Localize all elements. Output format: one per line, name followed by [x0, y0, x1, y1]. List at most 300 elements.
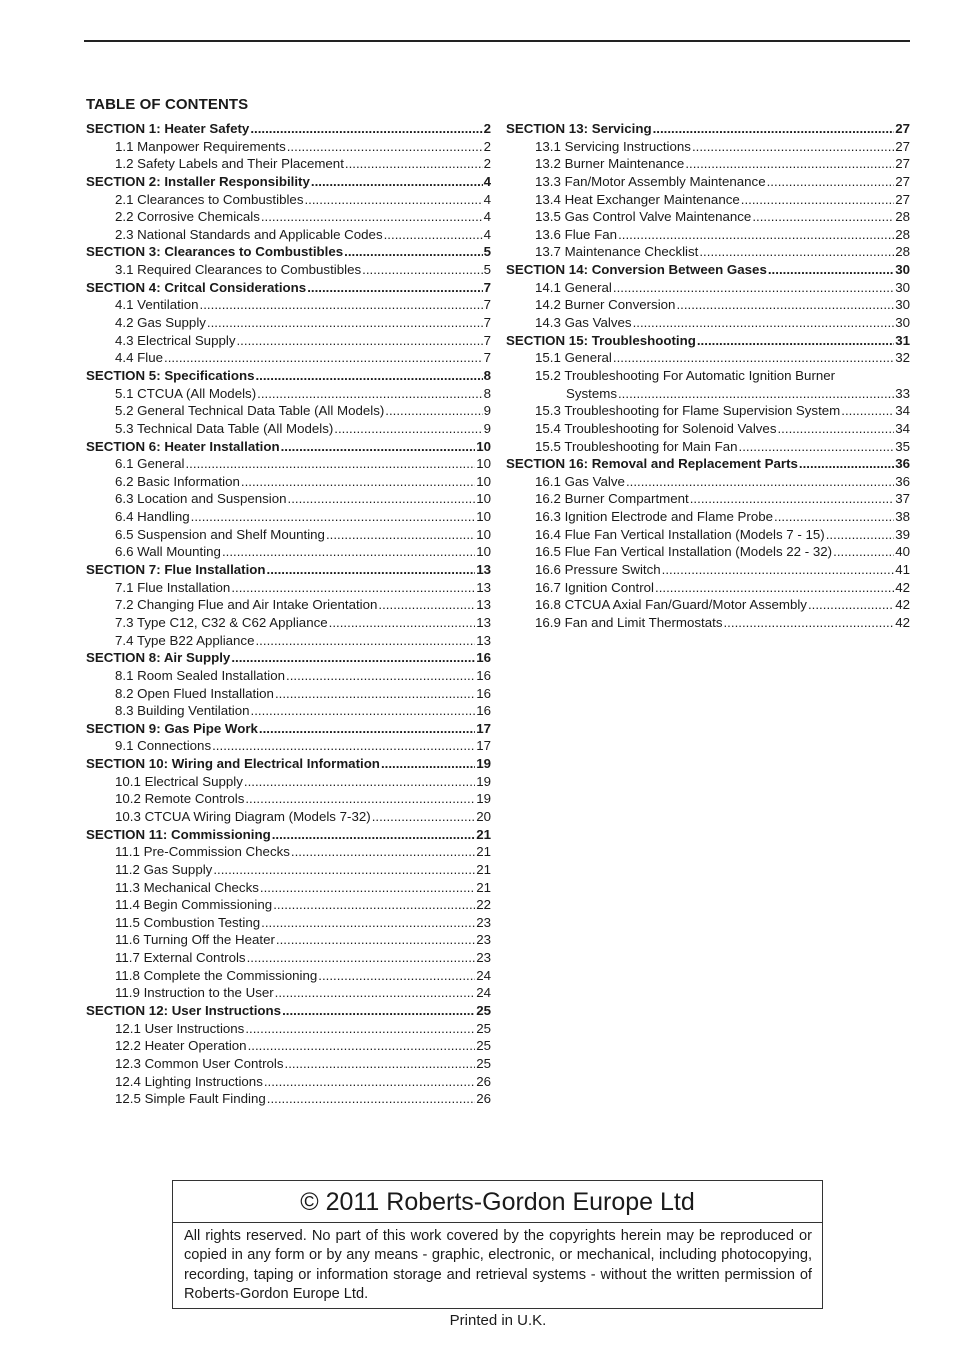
toc-subsection-entry — [506, 543, 910, 561]
toc-page-number: 20 — [476, 808, 491, 824]
toc-subsection-entry — [86, 1090, 491, 1108]
toc-page-number: 13 — [476, 579, 491, 595]
dot-leader — [255, 632, 475, 650]
toc-page-number: 10 — [476, 456, 491, 472]
dot-leader — [741, 191, 894, 209]
toc-entry-title: 5.1 CTCUA (All Models) — [115, 385, 257, 401]
toc-entry-title: 4.4 Flue — [115, 350, 164, 366]
dot-leader — [362, 261, 482, 279]
toc-subsection-entry — [86, 208, 491, 226]
toc-subsection-entry — [86, 861, 491, 879]
toc-subsection-entry — [86, 596, 491, 614]
toc-page-number: 34 — [895, 403, 910, 419]
toc-subsection-entry — [86, 455, 491, 473]
dot-leader — [260, 879, 475, 897]
dot-leader — [662, 561, 895, 579]
toc-page-number: 35 — [895, 438, 910, 454]
toc-page-number: 28 — [895, 226, 910, 242]
toc-page-number: 25 — [476, 1055, 491, 1071]
toc-page-number: 13 — [476, 632, 491, 648]
toc-entry-title: 13.4 Heat Exchanger Maintenance — [535, 191, 740, 207]
toc-entry-title: 10.3 CTCUA Wiring Diagram (Models 7-32) — [115, 808, 371, 824]
toc-page-number: 4 — [483, 209, 491, 225]
dot-leader — [307, 279, 482, 297]
dot-leader — [200, 296, 483, 314]
toc-entry-title: 8.2 Open Flued Installation — [115, 685, 274, 701]
toc-subsection-entry — [506, 349, 910, 367]
dot-leader — [841, 402, 894, 420]
dot-leader — [185, 455, 475, 473]
toc-subsection-entry — [506, 596, 910, 614]
toc-page-number: 24 — [476, 985, 491, 1001]
toc-section-entry — [86, 561, 491, 579]
toc-page-number: 7 — [483, 350, 491, 366]
dot-leader — [384, 226, 483, 244]
copyright-box — [172, 1180, 823, 1309]
toc-page-number: 30 — [895, 262, 910, 278]
dot-leader — [245, 790, 475, 808]
toc-page-number: 19 — [476, 791, 491, 807]
toc-subsection-entry — [506, 243, 910, 261]
toc-subsection-entry — [86, 402, 491, 420]
toc-page-number: 30 — [895, 315, 910, 331]
dot-leader — [633, 314, 895, 332]
dot-leader — [739, 438, 895, 456]
toc-subsection-entry — [506, 155, 910, 173]
toc-subsection-entry — [86, 155, 491, 173]
toc-page-number: 4 — [483, 191, 491, 207]
toc-subsection-entry — [86, 1037, 491, 1055]
toc-section-entry — [86, 279, 491, 297]
toc-subsection-entry — [86, 737, 491, 755]
toc-page-number: 8 — [483, 385, 491, 401]
dot-leader — [697, 332, 894, 350]
dot-leader — [251, 702, 476, 720]
dot-leader — [288, 490, 476, 508]
toc-entry-title: 6.5 Suspension and Shelf Mounting — [115, 526, 325, 542]
toc-page-number: 17 — [476, 738, 491, 754]
toc-entry-title: 2.3 National Standards and Applicable Codes — [115, 226, 383, 242]
toc-entry-title: 2.2 Corrosive Chemicals — [115, 209, 260, 225]
toc-page-number: 30 — [895, 297, 910, 313]
toc-page-number: 16 — [476, 685, 491, 701]
dot-leader — [231, 579, 475, 597]
dot-leader — [345, 155, 483, 173]
dot-leader — [291, 843, 475, 861]
dot-leader — [261, 914, 475, 932]
toc-entry-title: 14.2 Burner Conversion — [535, 297, 676, 313]
toc-page-number: 27 — [895, 121, 910, 136]
toc-subsection-entry — [86, 226, 491, 244]
toc-subsection-entry — [86, 843, 491, 861]
toc-page-number: 34 — [895, 420, 910, 436]
toc-section-entry — [86, 755, 491, 773]
toc-entry-title: SECTION 10: Wiring and Electrical Information — [86, 756, 380, 772]
toc-subsection-entry — [506, 561, 910, 579]
dot-leader — [213, 861, 475, 879]
toc-subsection-entry — [86, 984, 491, 1002]
toc-entry-title: 13.2 Burner Maintenance — [535, 156, 685, 172]
toc-page-number: 28 — [895, 244, 910, 260]
toc-entry-title: 12.3 Common User Controls — [115, 1055, 284, 1071]
toc-section-entry — [86, 367, 491, 385]
toc-entry-title: 16.1 Gas Valve — [535, 473, 625, 489]
dot-leader — [275, 685, 475, 703]
toc-entry-title: 14.3 Gas Valves — [535, 315, 632, 331]
toc-page-number: 41 — [895, 562, 910, 578]
toc-subsection-entry — [86, 473, 491, 491]
toc-entry-title: 3.1 Required Clearances to Combustibles — [115, 262, 362, 278]
toc-subsection-entry — [86, 543, 491, 561]
toc-entry-title: SECTION 1: Heater Safety — [86, 121, 250, 136]
toc-page-number: 2 — [483, 138, 491, 154]
toc-entry-title: SECTION 3: Clearances to Combustibles — [86, 244, 344, 260]
toc-page-number: 31 — [895, 332, 910, 348]
toc-entry-title: 11.7 External Controls — [115, 950, 246, 966]
toc-entry-title: SECTION 15: Troubleshooting — [506, 332, 696, 348]
toc-page-number: 2 — [483, 121, 491, 136]
toc-entry-title: 11.5 Combustion Testing — [115, 914, 261, 930]
dot-leader — [676, 296, 894, 314]
dot-leader — [247, 949, 476, 967]
toc-entry-title: 1.2 Safety Labels and Their Placement — [115, 156, 344, 172]
toc-subsection-entry — [506, 173, 910, 191]
toc-subsection-entry — [86, 296, 491, 314]
toc-entry-title: 14.1 General — [535, 279, 612, 295]
toc-entry-title: SECTION 9: Gas Pipe Work — [86, 720, 258, 736]
dot-leader — [326, 526, 475, 544]
toc-subsection-entry — [86, 667, 491, 685]
toc-entry-title: 5.3 Technical Data Table (All Models) — [115, 420, 334, 436]
toc-entry-title: 8.3 Building Ventilation — [115, 703, 250, 719]
toc-subsection-entry — [86, 420, 491, 438]
toc-subsection-entry — [86, 1073, 491, 1091]
toc-page-number: 42 — [895, 614, 910, 630]
toc-page-number: 2 — [483, 156, 491, 172]
toc-entry-title: 15.2 Troubleshooting For Automatic Ignition Burner — [535, 367, 836, 383]
dot-leader — [768, 261, 894, 279]
toc-subsection-entry — [86, 508, 491, 526]
toc-subsection-entry — [86, 261, 491, 279]
toc-page-number: 36 — [895, 456, 910, 472]
toc-page-number: 17 — [476, 720, 491, 736]
toc-subsection-entry — [86, 385, 491, 403]
toc-entry-title: 13.7 Maintenance Checklist — [535, 244, 699, 260]
toc-entry-title: 8.1 Room Sealed Installation — [115, 667, 286, 683]
toc-page-number: 21 — [476, 844, 491, 860]
dot-leader — [808, 596, 894, 614]
toc-section-entry — [506, 261, 910, 279]
toc-entry-title: 7.4 Type B22 Appliance — [115, 632, 255, 648]
toc-page-number: 21 — [476, 826, 491, 842]
dot-leader — [653, 120, 895, 138]
toc-entry-title: 6.4 Handling — [115, 509, 190, 525]
dot-leader — [285, 1055, 476, 1073]
dot-leader — [267, 1090, 475, 1108]
toc-page-number: 7 — [483, 279, 491, 295]
dot-leader — [304, 191, 482, 209]
toc-entry-title: 1.1 Manpower Requirements — [115, 138, 286, 154]
toc-page-number: 7 — [483, 315, 491, 331]
dot-leader — [613, 349, 894, 367]
dot-leader — [767, 173, 895, 191]
toc-subsection-entry — [506, 402, 910, 420]
dot-leader — [276, 931, 475, 949]
toc-subsection-entry — [86, 138, 491, 156]
toc-entry-title: 15.5 Troubleshooting for Main Fan — [535, 438, 738, 454]
dot-leader — [618, 226, 894, 244]
dot-leader — [692, 138, 894, 156]
toc-subsection-entry — [506, 614, 910, 632]
dot-leader — [255, 367, 482, 385]
toc-subsection-entry — [86, 349, 491, 367]
dot-leader — [329, 614, 476, 632]
toc-entry-title: SECTION 7: Flue Installation — [86, 562, 266, 578]
dot-leader — [311, 173, 483, 191]
toc-page-number: 10 — [476, 509, 491, 525]
toc-subsection-entry — [506, 579, 910, 597]
copyright-notice: All rights reserved. No part of this work covered by the copyrights herein may be reproduced or copied in any form or by any means - graphic, electronic, or mechanical, including photocopying, recording, taping or information storage and retrieval systems - without the written permission of Roberts-Gordon Europe Ltd. — [184, 1228, 812, 1303]
toc-page-number: 30 — [895, 279, 910, 295]
dot-leader — [245, 1020, 475, 1038]
toc-entry-title: 11.3 Mechanical Checks — [115, 879, 259, 895]
dot-leader — [273, 896, 475, 914]
toc-page-number: 27 — [895, 191, 910, 207]
toc-entry-title: 11.4 Begin Commissioning — [115, 897, 273, 913]
toc-page-number: 19 — [476, 773, 491, 789]
top-rule — [84, 40, 910, 42]
toc-entry-title: 15.4 Troubleshooting for Solenoid Valves — [535, 420, 777, 436]
toc-subsection-entry — [506, 508, 910, 526]
toc-page-number: 21 — [476, 861, 491, 877]
toc-subsection-entry — [86, 949, 491, 967]
dot-leader — [241, 473, 475, 491]
dot-leader — [833, 543, 894, 561]
dot-leader — [685, 155, 894, 173]
toc-subsection-entry — [506, 420, 910, 438]
toc-page-number: 38 — [895, 509, 910, 525]
toc-section-entry — [86, 243, 491, 261]
toc-entry-title: 13.3 Fan/Motor Assembly Maintenance — [535, 173, 766, 189]
toc-page-number: 27 — [895, 173, 910, 189]
toc-subsection-entry — [506, 226, 910, 244]
toc-subsection-entry — [86, 896, 491, 914]
dot-leader — [799, 455, 894, 473]
toc-subsection-entry — [86, 790, 491, 808]
printed-in-uk: Printed in U.K. — [449, 1312, 547, 1329]
dot-leader — [699, 243, 894, 261]
toc-entry-title: 16.7 Ignition Control — [535, 579, 655, 595]
toc-page-number: 19 — [476, 756, 491, 772]
toc-entry-title: 11.1 Pre-Commission Checks — [115, 844, 290, 860]
toc-subsection-entry — [86, 191, 491, 209]
dot-leader — [777, 420, 894, 438]
dot-leader — [655, 579, 894, 597]
toc-entry-title: 15.3 Troubleshooting for Flame Supervision System — [535, 403, 841, 419]
toc-entry-title: 12.5 Simple Fault Finding — [115, 1091, 266, 1107]
toc-page-number: 13 — [476, 597, 491, 613]
toc-entry-title: SECTION 2: Installer Responsibility — [86, 173, 310, 189]
dot-leader — [244, 773, 475, 791]
toc-entry-title: SECTION 5: Specifications — [86, 367, 255, 383]
dot-leader — [257, 385, 482, 403]
dot-leader — [752, 208, 894, 226]
toc-page-number: 9 — [483, 420, 491, 436]
toc-page-number: 4 — [483, 173, 491, 189]
toc-page-number: 10 — [476, 544, 491, 560]
dot-leader — [385, 402, 482, 420]
copyright-title: © 2011 Roberts-Gordon Europe Ltd — [173, 1181, 822, 1223]
toc-page-number: 7 — [483, 297, 491, 313]
dot-leader — [318, 967, 475, 985]
toc-page-number: 33 — [895, 385, 910, 401]
toc-entry-title: 13.6 Flue Fan — [535, 226, 618, 242]
toc-section-entry — [506, 455, 910, 473]
toc-section-entry — [506, 332, 910, 350]
toc-page-number: 7 — [483, 332, 491, 348]
toc-subsection-entry — [86, 879, 491, 897]
dot-leader — [212, 737, 475, 755]
toc-page-number: 10 — [476, 473, 491, 489]
dot-leader — [222, 543, 475, 561]
toc-subsection-entry — [506, 526, 910, 544]
toc-subsection-entry — [86, 1055, 491, 1073]
toc-page-number: 27 — [895, 138, 910, 154]
toc-entry-title: SECTION 12: User Instructions — [86, 1003, 282, 1019]
dot-leader — [164, 349, 483, 367]
toc-entry-title: 4.1 Ventilation — [115, 297, 199, 313]
toc-entry-title: 16.8 CTCUA Axial Fan/Guard/Motor Assembly — [535, 597, 807, 613]
toc-page-number: 25 — [476, 1038, 491, 1054]
dot-leader — [231, 649, 475, 667]
dot-leader — [191, 508, 476, 526]
toc-subsection-entry — [506, 279, 910, 297]
toc-page-number: 13 — [476, 562, 491, 578]
toc-section-entry — [86, 438, 491, 456]
toc-page-number: 42 — [895, 579, 910, 595]
toc-page-number: 10 — [476, 526, 491, 542]
toc-section-entry — [86, 120, 491, 138]
toc-page-number: 23 — [476, 950, 491, 966]
toc-page-number: 9 — [483, 403, 491, 419]
toc-entry-title: 4.3 Electrical Supply — [115, 332, 236, 348]
dot-leader — [690, 490, 894, 508]
toc-entry-title: SECTION 6: Heater Installation — [86, 438, 280, 454]
toc-subsection-entry — [86, 773, 491, 791]
toc-entry-title: SECTION 13: Servicing — [506, 121, 652, 136]
toc-page-number: 36 — [895, 473, 910, 489]
toc-section-entry — [86, 649, 491, 667]
toc-entry-title: 16.5 Flue Fan Vertical Installation (Models 22 - 32) — [535, 544, 833, 560]
toc-subsection-entry — [86, 1020, 491, 1038]
dot-leader — [334, 420, 482, 438]
toc-page-number: 21 — [476, 879, 491, 895]
toc-entry-title: 6.3 Location and Suspension — [115, 491, 287, 507]
toc-entry-title: SECTION 8: Air Supply — [86, 650, 231, 666]
toc-page-number: 22 — [476, 897, 491, 913]
toc-entry-title: 10.1 Electrical Supply — [115, 773, 243, 789]
dot-leader — [378, 596, 475, 614]
dot-leader — [344, 243, 482, 261]
toc-left-column — [86, 120, 491, 1108]
toc-entry-title: SECTION 16: Removal and Replacement Parts — [506, 456, 798, 472]
toc-page-number: 10 — [476, 438, 491, 454]
dot-leader — [618, 385, 894, 403]
dot-leader — [723, 614, 894, 632]
toc-entry-title: 12.1 User Instructions — [115, 1020, 245, 1036]
toc-subsection-entry — [506, 438, 910, 456]
dot-leader — [272, 826, 475, 844]
toc-page-number: 25 — [476, 1003, 491, 1019]
toc-page-number: 4 — [483, 226, 491, 242]
toc-entry-title: 16.9 Fan and Limit Thermostats — [535, 614, 723, 630]
toc-entry-title: 13.1 Servicing Instructions — [535, 138, 691, 154]
toc-subsection-entry — [86, 808, 491, 826]
toc-page-number: 16 — [476, 667, 491, 683]
toc-page-number: 42 — [895, 597, 910, 613]
toc-subsection-entry — [86, 314, 491, 332]
dot-leader — [613, 279, 894, 297]
toc-page-number: 26 — [476, 1091, 491, 1107]
toc-subsection-entry — [506, 367, 910, 402]
toc-page-number: 5 — [483, 262, 491, 278]
dot-leader — [236, 332, 482, 350]
dot-leader — [281, 438, 476, 456]
toc-subsection-entry — [506, 314, 910, 332]
dot-leader — [774, 508, 894, 526]
toc-section-entry — [86, 826, 491, 844]
toc-page-number: 24 — [476, 967, 491, 983]
dot-leader — [275, 984, 476, 1002]
dot-leader — [826, 526, 894, 544]
toc-subsection-entry — [86, 931, 491, 949]
dot-leader — [287, 138, 483, 156]
toc-subsection-entry — [86, 332, 491, 350]
toc-entry-title: 6.2 Basic Information — [115, 473, 240, 489]
toc-entry-title: 11.8 Complete the Commissioning — [115, 967, 318, 983]
toc-subsection-entry — [86, 685, 491, 703]
toc-entry-title: SECTION 4: Critcal Considerations — [86, 279, 307, 295]
toc-entry-title: 12.4 Lighting Instructions — [115, 1073, 263, 1089]
toc-subsection-entry — [86, 490, 491, 508]
toc-right-column — [506, 120, 910, 632]
toc-entry-title: 12.2 Heater Operation — [115, 1038, 247, 1054]
toc-entry-title: 4.2 Gas Supply — [115, 315, 206, 331]
toc-section-entry — [86, 1002, 491, 1020]
toc-page-number: 16 — [476, 650, 491, 666]
dot-leader — [267, 561, 476, 579]
toc-subsection-entry — [506, 191, 910, 209]
toc-entry-title: 7.3 Type C12, C32 & C62 Appliance — [115, 614, 328, 630]
toc-entry-title: 11.9 Instruction to the User — [115, 985, 274, 1001]
toc-subsection-entry — [506, 490, 910, 508]
toc-page-number: 10 — [476, 491, 491, 507]
toc-entry-title: 6.1 General — [115, 456, 185, 472]
toc-page-number: 16 — [476, 703, 491, 719]
toc-subsection-entry — [86, 702, 491, 720]
toc-entry-title: 15.1 General — [535, 350, 612, 366]
toc-subsection-entry — [86, 914, 491, 932]
toc-entry-title: 9.1 Connections — [115, 738, 212, 754]
toc-entry-title-continued: Systems — [566, 385, 617, 401]
toc-entry-title: 13.5 Gas Control Valve Maintenance — [535, 209, 752, 225]
dot-leader — [372, 808, 476, 826]
toc-subsection-entry — [86, 526, 491, 544]
toc-page-number: 28 — [895, 209, 910, 225]
toc-entry-title: 10.2 Remote Controls — [115, 791, 245, 807]
toc-subsection-entry — [86, 579, 491, 597]
toc-section-entry — [86, 173, 491, 191]
